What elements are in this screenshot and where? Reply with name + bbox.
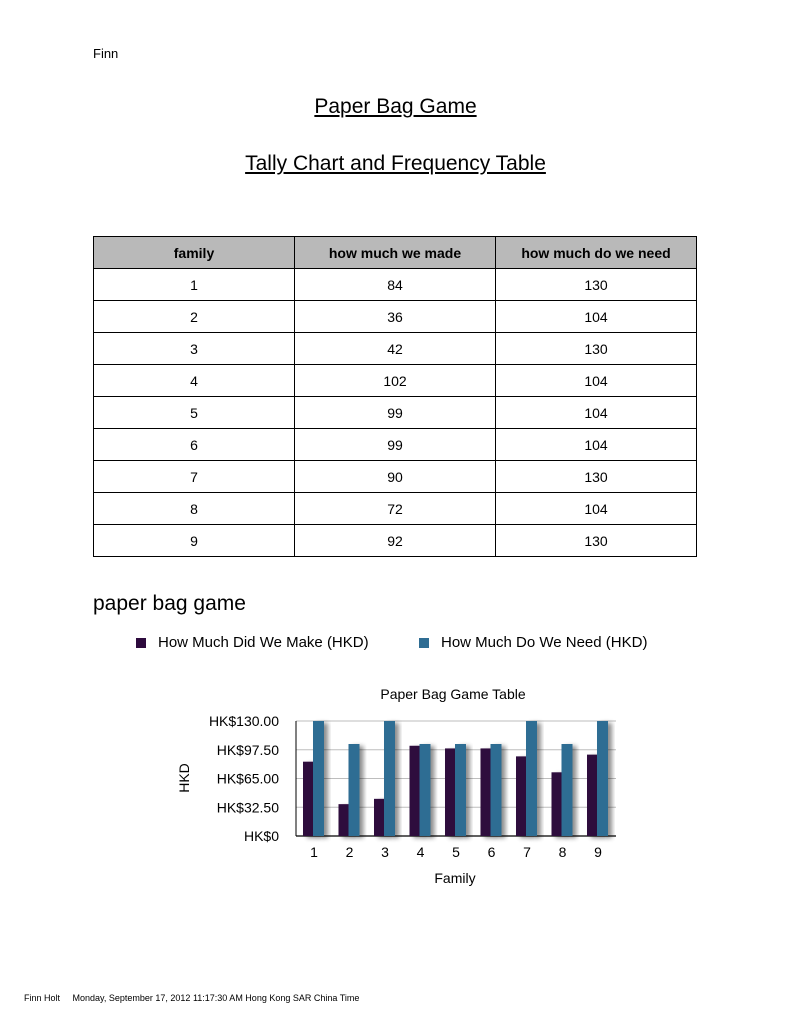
x-tick-label: 9 [594, 844, 602, 860]
table-row [94, 333, 697, 365]
x-axis-ticks [310, 844, 602, 860]
table-row [94, 493, 697, 525]
table-row [94, 365, 697, 397]
footer [24, 993, 359, 1003]
x-tick-label: 6 [487, 844, 496, 860]
chart-title: Paper Bag Game Table [380, 686, 526, 702]
frequency-table [93, 236, 697, 557]
legend-label-need: How Much Do We Need (HKD) [441, 634, 648, 651]
y-tick-label: HK$32.50 [216, 799, 279, 816]
table-cell: 130 [495, 461, 696, 493]
bar-made [587, 755, 598, 836]
bar-made [339, 804, 350, 836]
table-cell: 92 [295, 525, 496, 557]
legend-label-make: How Much Did We Make (HKD) [158, 634, 369, 651]
bar-need [455, 744, 466, 836]
chart-heading: paper bag game [93, 592, 246, 615]
bar-need [313, 721, 324, 836]
table-cell: 8 [94, 493, 295, 525]
x-tick-label: 3 [381, 844, 389, 860]
column-header-made: how much we made [295, 237, 496, 269]
table-cell: 99 [295, 429, 496, 461]
table-row [94, 429, 697, 461]
x-tick-label: 1 [310, 844, 318, 860]
y-axis-label: HKD [176, 763, 192, 793]
table-row [94, 397, 697, 429]
y-tick-label: HK$97.50 [216, 741, 279, 758]
bar-need [562, 744, 573, 836]
table-row [94, 461, 697, 493]
table-cell: 102 [295, 365, 496, 397]
table-cell: 104 [495, 493, 696, 525]
author-name: Finn [93, 46, 119, 61]
y-axis-ticks [209, 713, 279, 844]
column-header-need: how much do we need [495, 237, 696, 269]
table-cell: 2 [94, 301, 295, 333]
x-tick-label: 8 [558, 844, 567, 860]
bar-made [552, 772, 563, 836]
bar-chart [0, 670, 791, 900]
bar-need [420, 744, 431, 836]
table-cell: 104 [495, 397, 696, 429]
bar-made [303, 762, 314, 836]
legend-swatch-make [136, 638, 146, 648]
chart-bars [303, 721, 608, 836]
table-cell: 42 [295, 333, 496, 365]
table-row [94, 269, 697, 301]
table-cell: 5 [94, 397, 295, 429]
table-cell: 9 [94, 525, 295, 557]
bar-need [597, 721, 608, 836]
bar-need [491, 744, 502, 836]
x-tick-label: 2 [345, 844, 354, 860]
table-header-row [94, 237, 697, 269]
footer-name: Finn Holt [24, 993, 61, 1003]
table-cell: 104 [495, 365, 696, 397]
bar-need [384, 721, 395, 836]
bar-made [410, 746, 421, 836]
y-tick-label: HK$0 [243, 828, 279, 844]
footer-timestamp: Monday, September 17, 2012 11:17:30 AM Hong Kong SAR China Time [72, 993, 360, 1003]
bar-made [374, 799, 385, 836]
x-tick-label: 5 [452, 844, 460, 860]
column-header-family: family [94, 237, 295, 269]
page-title: Paper Bag Game [314, 95, 477, 118]
table-body [94, 269, 697, 557]
table-row [94, 301, 697, 333]
bar-need [526, 721, 537, 836]
bar-made [481, 748, 492, 836]
y-tick-label: HK$130.00 [208, 713, 279, 729]
table-cell: 3 [94, 333, 295, 365]
legend-item-make [136, 634, 369, 651]
table-cell: 90 [295, 461, 496, 493]
table-cell: 130 [495, 525, 696, 557]
table-cell: 36 [295, 301, 496, 333]
table-cell: 84 [295, 269, 496, 301]
x-tick-label: 7 [523, 844, 531, 860]
table-cell: 99 [295, 397, 496, 429]
table-cell: 6 [94, 429, 295, 461]
x-axis-label: Family [434, 870, 476, 886]
legend-swatch-need [419, 638, 429, 648]
page-subtitle: Tally Chart and Frequency Table [245, 152, 546, 175]
table-cell: 130 [495, 269, 696, 301]
table-cell: 104 [495, 301, 696, 333]
table-cell: 1 [94, 269, 295, 301]
y-tick-label: HK$65.00 [216, 770, 279, 787]
legend-item-need [419, 634, 647, 651]
table-cell: 7 [94, 461, 295, 493]
bar-made [445, 748, 456, 836]
x-tick-label: 4 [416, 844, 425, 860]
table-cell: 104 [495, 429, 696, 461]
table-row [94, 525, 697, 557]
bar-need [349, 744, 360, 836]
table-cell: 72 [295, 493, 496, 525]
table-cell: 130 [495, 333, 696, 365]
table-cell: 4 [94, 365, 295, 397]
bar-made [516, 756, 527, 836]
